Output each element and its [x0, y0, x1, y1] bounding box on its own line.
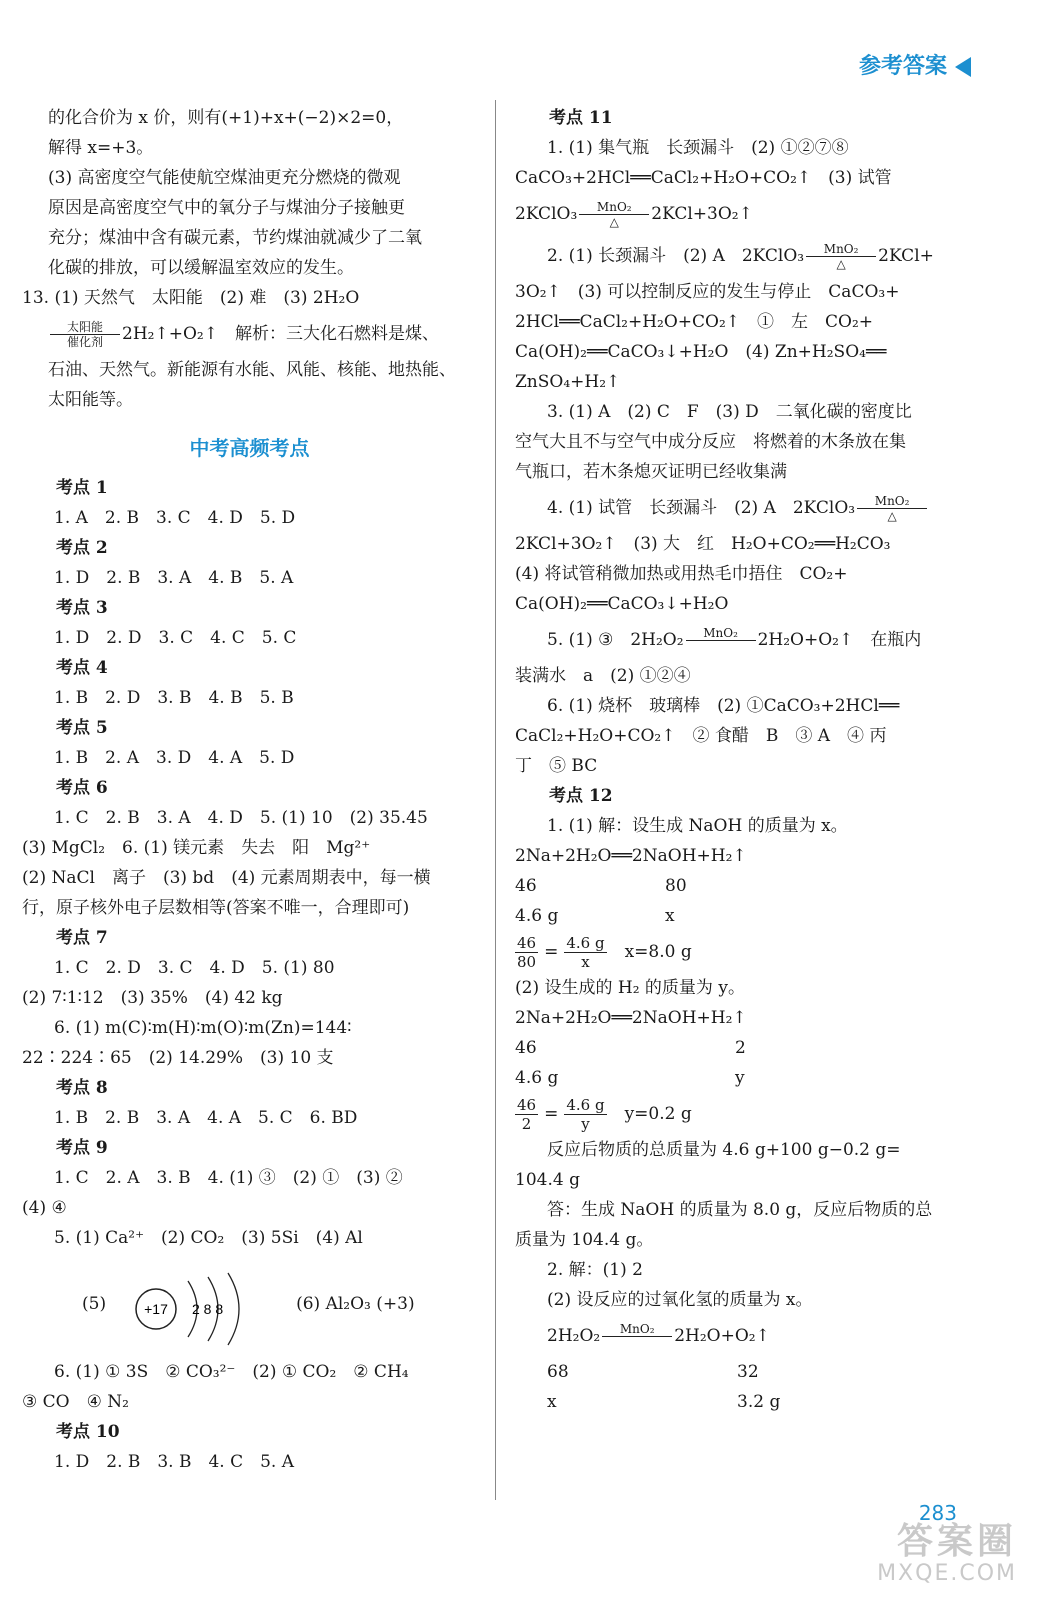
shell-electron-counts: 2 8 8 [192, 1301, 224, 1317]
calc-cell: 2 [735, 1038, 746, 1058]
answer-line: 2HCl══CaCl₂+H₂O+CO₂↑ ① 左 CO₂+ [515, 312, 874, 332]
answer-line: 1. D 2. B 3. A 4. B 5. A [54, 568, 294, 588]
answer-line: 反应后物质的总质量为 4.6 g+100 g−0.2 g= [547, 1140, 901, 1160]
answer-line: 1. C 2. B 3. A 4. D 5. (1) 10 (2) 35.45 [54, 808, 428, 828]
answer-line: CaCl₂+H₂O+CO₂↑ ② 食醋 B ③ A ④ 丙 [515, 726, 887, 746]
text-line: 化碳的排放，可以缓解温室效应的发生。 [48, 258, 354, 278]
calc-cell: 4.6 g [515, 1068, 559, 1088]
kaodian-title: 考点 7 [56, 928, 108, 948]
answer-line: (2) 设反应的过氧化氢的质量为 x。 [547, 1290, 813, 1310]
answer-line: (2) 7∶1∶12 (3) 35% (4) 42 kg [22, 988, 283, 1008]
answer-line: 1. C 2. D 3. C 4. D 5. (1) 80 [54, 958, 335, 978]
answer-line: (2) NaCl 离子 (3) bd (4) 元素周期表中，每一横 [22, 868, 431, 888]
equation-right: 2H₂↑+O₂↑ 解析：三大化石燃料是煤、 [122, 324, 439, 344]
numerator: 46 [517, 933, 537, 952]
kaodian-title: 考点 3 [56, 598, 108, 618]
fraction [515, 1096, 538, 1133]
text-line: 的化合价为 x 价，则有(+1)+x+(−2)×2=0， [48, 108, 404, 128]
answer-line: 行，原子核外电子层数相等(答案不唯一，合理即可) [22, 898, 410, 918]
answer-line: 1. A 2. B 3. C 4. D 5. D [54, 508, 296, 528]
answer-line: CaCO₃+2HCl══CaCl₂+H₂O+CO₂↑ (3) 试管 [515, 168, 892, 188]
calc-row [515, 871, 980, 901]
reaction-condition-arrow [686, 626, 756, 655]
calc-cell: 32 [737, 1362, 759, 1382]
answer-line: 丁 ⑤ BC [515, 756, 598, 776]
answer-line: ZnSO₄+H₂↑ [515, 372, 621, 392]
header-title: 参考答案 [858, 54, 947, 79]
answer-line: 3O₂↑ (3) 可以控制反应的发生与停止 CaCO₃+ [515, 282, 900, 302]
answer-line: 质量为 104.4 g。 [515, 1230, 654, 1250]
kaodian-title: 考点 12 [549, 786, 613, 806]
text-line: 原因是高密度空气中的氧分子与煤油分子接触更 [48, 198, 405, 218]
condition-top: 太阳能 [66, 319, 103, 334]
reaction-condition-arrow [857, 494, 927, 523]
answer-line: 1. D 2. D 3. C 4. C 5. C [54, 628, 297, 648]
answer-line: 104.4 g [515, 1170, 580, 1190]
column-divider [495, 100, 496, 1500]
calc-cell: 4.6 g [515, 906, 559, 926]
numerator: 46 [517, 1095, 537, 1114]
equation-left: 4. (1) 试管 长颈漏斗 (2) A 2KClO₃ [547, 498, 856, 518]
calc-equation: 2Na+2H₂O══2NaOH+H₂↑ [515, 846, 747, 866]
calc-row [515, 1357, 980, 1387]
kaodian-title: 考点 1 [56, 478, 108, 498]
numerator: 4.6 g [566, 1095, 605, 1114]
kaodian-title: 考点 11 [549, 108, 613, 128]
answer-line: 5. (1) Ca²⁺ (2) CO₂ (3) 5Si (4) Al [54, 1228, 363, 1248]
answer-line: Ca(OH)₂══CaCO₃↓+H₂O (4) Zn+H₂SO₄══ [515, 342, 887, 362]
q13-line: 13. (1) 天然气 太阳能 (2) 难 (3) 2H₂O [22, 288, 360, 308]
condition-top: MnO₂ [703, 625, 738, 640]
electron-shell-3 [228, 1273, 239, 1345]
text-line: 充分；煤油中含有碳元素，节约煤油就减少了二氧 [48, 228, 422, 248]
calc-cell: 68 [547, 1362, 569, 1382]
denominator: 2 [521, 1114, 532, 1133]
answer-line: (4) ④ [22, 1198, 67, 1218]
answer-line: 装满水 a (2) ①②④ [515, 666, 691, 686]
equation-left: 2H₂O₂ [547, 1326, 601, 1346]
calc-cell: x [665, 906, 675, 926]
reaction-condition-arrow [602, 1322, 672, 1351]
calc-equation: 2Na+2H₂O══2NaOH+H₂↑ [515, 1008, 747, 1028]
result: x=8.0 g [624, 942, 692, 962]
equation-right: 2KCl+3O₂↑ [651, 204, 753, 224]
reaction-condition-arrow [806, 242, 876, 271]
equation [515, 1315, 980, 1357]
condition-bottom: △ [836, 256, 846, 271]
answer-line: 1. D 2. B 3. B 4. C 5. A [54, 1452, 295, 1472]
equation-right: 2H₂O+O₂↑ 在瓶内 [757, 630, 922, 650]
condition-top: MnO₂ [823, 241, 859, 256]
calc-row [515, 901, 980, 931]
fraction [515, 934, 538, 971]
answer-line: 气瓶口，若木条熄灭证明已经收集满 [515, 462, 787, 482]
equation [515, 487, 980, 529]
text-line: 解得 x=+3。 [48, 138, 154, 158]
answer-line: 1. B 2. A 3. D 4. A 5. D [54, 748, 295, 768]
equation [515, 619, 980, 661]
answer-line: 1. C 2. A 3. B 4. (1) ③ (2) ① (3) ② [54, 1168, 403, 1188]
equation-right: 2H₂O+O₂↑ [674, 1326, 770, 1346]
section-title: 中考高频考点 [189, 436, 310, 460]
triangle-marker-icon [955, 57, 971, 77]
equation-left: 2KClO₃ [515, 204, 578, 224]
answer-line: 1. B 2. B 3. A 4. A 5. C 6. BD [54, 1108, 358, 1128]
answer-line: 6. (1) ① 3S ② CO₃²⁻ (2) ① CO₂ ② CH₄ [54, 1362, 409, 1382]
equation-right: 2KCl+ [878, 246, 934, 266]
answer-line: 空气大且不与空气中成分反应 将燃着的木条放在集 [515, 432, 906, 452]
calc-row [515, 1033, 980, 1063]
equation [515, 235, 980, 277]
q5-6-answer: (6) Al₂O₃ (+3) [296, 1294, 415, 1314]
condition-bottom: 催化剂 [66, 334, 103, 349]
arrow-bar [686, 640, 756, 641]
answer-line: ③ CO ④ N₂ [22, 1392, 129, 1412]
answer-line: 1. (1) 解：设生成 NaOH 的质量为 x。 [547, 816, 848, 836]
denominator: x [581, 952, 590, 971]
condition-top: MnO₂ [874, 493, 910, 508]
result: y=0.2 g [624, 1104, 692, 1124]
answer-line: (4) 将试管稍微加热或用热毛巾捂住 CO₂+ [515, 564, 848, 584]
calc-cell: 46 [515, 1038, 537, 1058]
proportion-row: $\frac{46}{2}$ = $\frac{4.6 g}{y}$ y=0.2 g [517, 1095, 692, 1133]
condition-bottom: △ [887, 508, 897, 523]
q5-5-label: (5) [82, 1294, 107, 1314]
right-column [515, 103, 980, 1417]
kaodian-title: 考点 5 [56, 718, 108, 738]
calc-cell: 3.2 g [737, 1392, 781, 1412]
fraction [564, 1096, 606, 1133]
answer-line: 答：生成 NaOH 的质量为 8.0 g，反应后物质的总 [547, 1200, 933, 1220]
numerator: 4.6 g [566, 933, 605, 952]
answer-line: 1. (1) 集气瓶 长颈漏斗 (2) ①②⑦⑧ [547, 138, 849, 158]
equation [515, 193, 980, 235]
answer-line: 6. (1) m(C)∶m(H)∶m(O)∶m(Zn)=144∶ [54, 1018, 352, 1038]
kaodian-title: 考点 2 [56, 538, 108, 558]
kaodian-title: 考点 9 [56, 1138, 108, 1158]
arrow-bar [602, 1336, 672, 1337]
left-column [22, 103, 477, 1477]
equation-left: 5. (1) ③ 2H₂O₂ [547, 630, 684, 650]
calc-row [515, 1063, 980, 1093]
watermark-url: MXQE.COM [877, 1561, 1017, 1586]
text-line: (3) 高密度空气能使航空煤油更充分燃烧的微观 [48, 168, 401, 188]
watermark-logo: 答案圈 [896, 1521, 1017, 1562]
answer-line: 3. (1) A (2) C F (3) D 二氧化碳的密度比 [547, 402, 912, 422]
calc-cell: y [735, 1068, 745, 1088]
page-number: 283 [918, 1501, 957, 1525]
condition-top: MnO₂ [596, 199, 632, 214]
nucleus-charge: +17 [144, 1301, 168, 1317]
answer-line: Ca(OH)₂══CaCO₃↓+H₂O [515, 594, 729, 614]
reaction-condition-arrow [579, 200, 649, 229]
calc-row [515, 1387, 980, 1417]
atom-structure-diagram [82, 1259, 477, 1349]
kaodian-title: 考点 4 [56, 658, 108, 678]
reaction-condition-arrow [50, 320, 120, 349]
fraction [564, 934, 606, 971]
answer-line: 1. B 2. D 3. B 4. B 5. B [54, 688, 294, 708]
equation-left: 2. (1) 长颈漏斗 (2) A 2KClO₃ [547, 246, 805, 266]
answer-line: 2KCl+3O₂↑ (3) 大 红 H₂O+CO₂══H₂CO₃ [515, 534, 891, 554]
text-line: 太阳能等。 [48, 390, 133, 410]
answer-line: (2) 设生成的 H₂ 的质量为 y。 [515, 978, 745, 998]
answer-line: 6. (1) 烧杯 玻璃棒 (2) ①CaCO₃+2HCl══ [547, 696, 900, 716]
answer-line: (3) MgCl₂ 6. (1) 镁元素 失去 阳 Mg²⁺ [22, 838, 371, 858]
kaodian-title: 考点 10 [56, 1422, 120, 1442]
denominator: 80 [517, 952, 537, 971]
kaodian-title: 考点 8 [56, 1078, 108, 1098]
condition-bottom: △ [609, 214, 619, 229]
answer-line: 22∶224∶65 (2) 14.29% (3) 10 支 [22, 1048, 334, 1068]
text-line: 石油、天然气。新能源有水能、风能、核能、地热能、 [48, 360, 456, 380]
proportion-row: $\frac{46}{80}$ = $\frac{4.6 g}{x}$ x=8.0 g [517, 933, 692, 971]
denominator: y [581, 1114, 590, 1133]
q13-equation [22, 313, 477, 355]
watermark [877, 1522, 1017, 1586]
calc-cell: 46 [515, 876, 537, 896]
kaodian-title: 考点 6 [56, 778, 108, 798]
answer-line: 2. 解：(1) 2 [547, 1260, 643, 1280]
calc-cell: x [547, 1392, 557, 1412]
calc-cell: 80 [665, 876, 687, 896]
page-header [859, 52, 971, 82]
chlorine-atom-diagram [126, 1259, 276, 1349]
condition-top: MnO₂ [619, 1321, 655, 1336]
